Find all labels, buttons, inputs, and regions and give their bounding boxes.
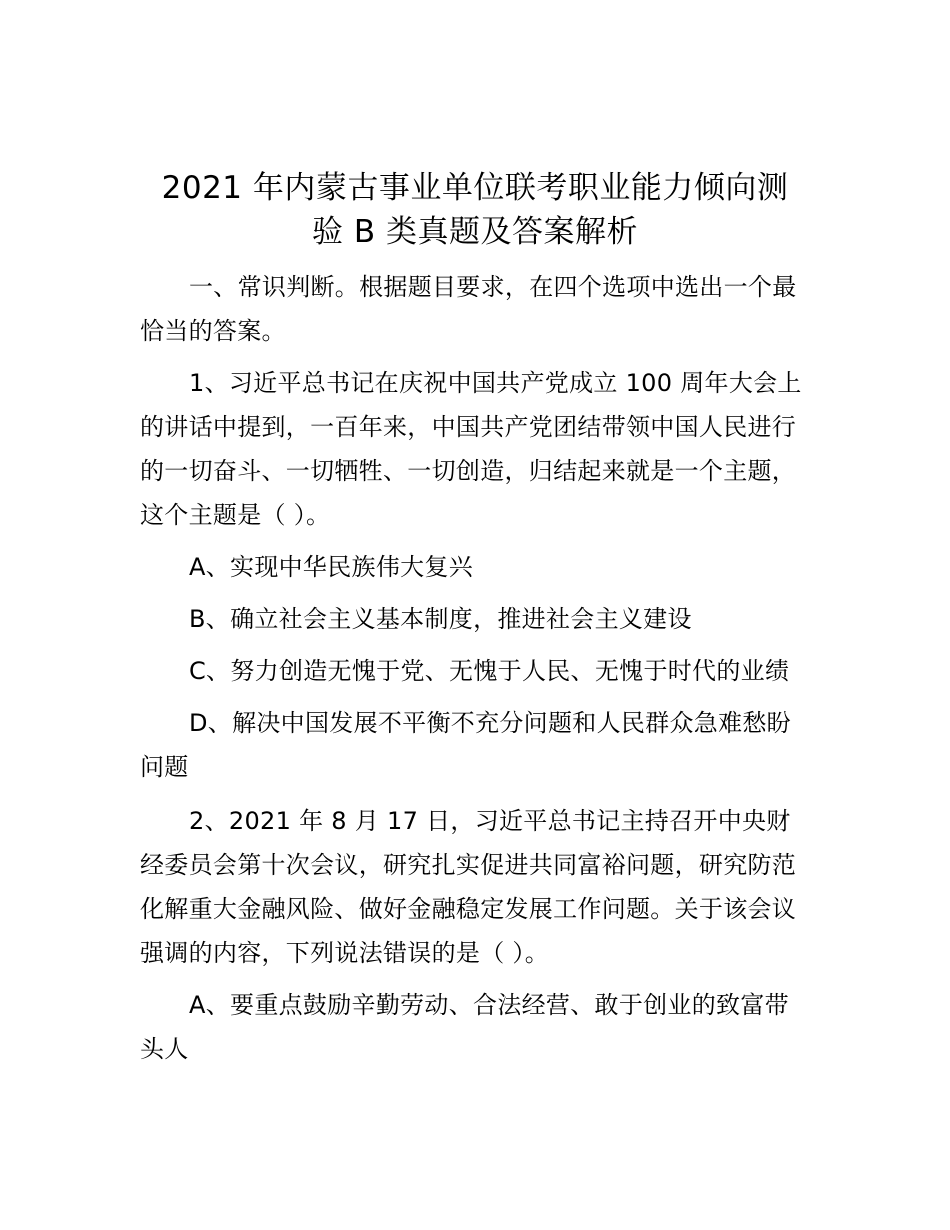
q1-option-d-line-1: D、解决中国发展不平衡不充分问题和人民群众急难愁盼 xyxy=(189,709,791,737)
q2-option-a-line-1: A、要重点鼓励辛勤劳动、合法经营、敢于创业的致富带 xyxy=(189,991,789,1019)
q1-stem-line-1: 1、习近平总书记在庆祝中国共产党成立 100 周年大会上 xyxy=(189,369,802,397)
q2-stem-line-2: 经委员会第十次会议，研究扎实促进共同富裕问题，研究防范 xyxy=(140,851,797,879)
section-intro-line-1: 一、常识判断。根据题目要求，在四个选项中选出一个最 xyxy=(189,273,797,301)
section-intro-line-2: 恰当的答案。 xyxy=(140,317,286,345)
q1-stem-line-2: 的讲话中提到，一百年来，中国共产党团结带领中国人民进行 xyxy=(140,413,797,441)
q1-stem-line-3: 的一切奋斗、一切牺牲、一切创造，归结起来就是一个主题， xyxy=(140,457,797,485)
document-title-line-2: 验 B 类真题及答案解析 xyxy=(312,214,638,250)
q1-stem-line-4: 这个主题是（ ）。 xyxy=(140,501,331,529)
q1-option-b: B、确立社会主义基本制度，推进社会主义建设 xyxy=(189,605,692,633)
q2-stem-line-4: 强调的内容，下列说法错误的是（ ）。 xyxy=(140,939,550,967)
q1-option-d-line-2: 问题 xyxy=(140,753,189,781)
q2-stem-line-3: 化解重大金融风险、做好金融稳定发展工作问题。关于该会议 xyxy=(140,895,797,923)
q2-option-a-line-2: 头人 xyxy=(140,1035,189,1063)
q1-option-a: A、实现中华民族伟大复兴 xyxy=(189,553,474,581)
document-title-line-1: 2021 年内蒙古事业单位联考职业能力倾向测 xyxy=(161,170,789,206)
q1-option-c: C、努力创造无愧于党、无愧于人民、无愧于时代的业绩 xyxy=(189,657,790,685)
q2-stem-line-1: 2、2021 年 8 月 17 日，习近平总书记主持召开中央财 xyxy=(189,807,791,835)
